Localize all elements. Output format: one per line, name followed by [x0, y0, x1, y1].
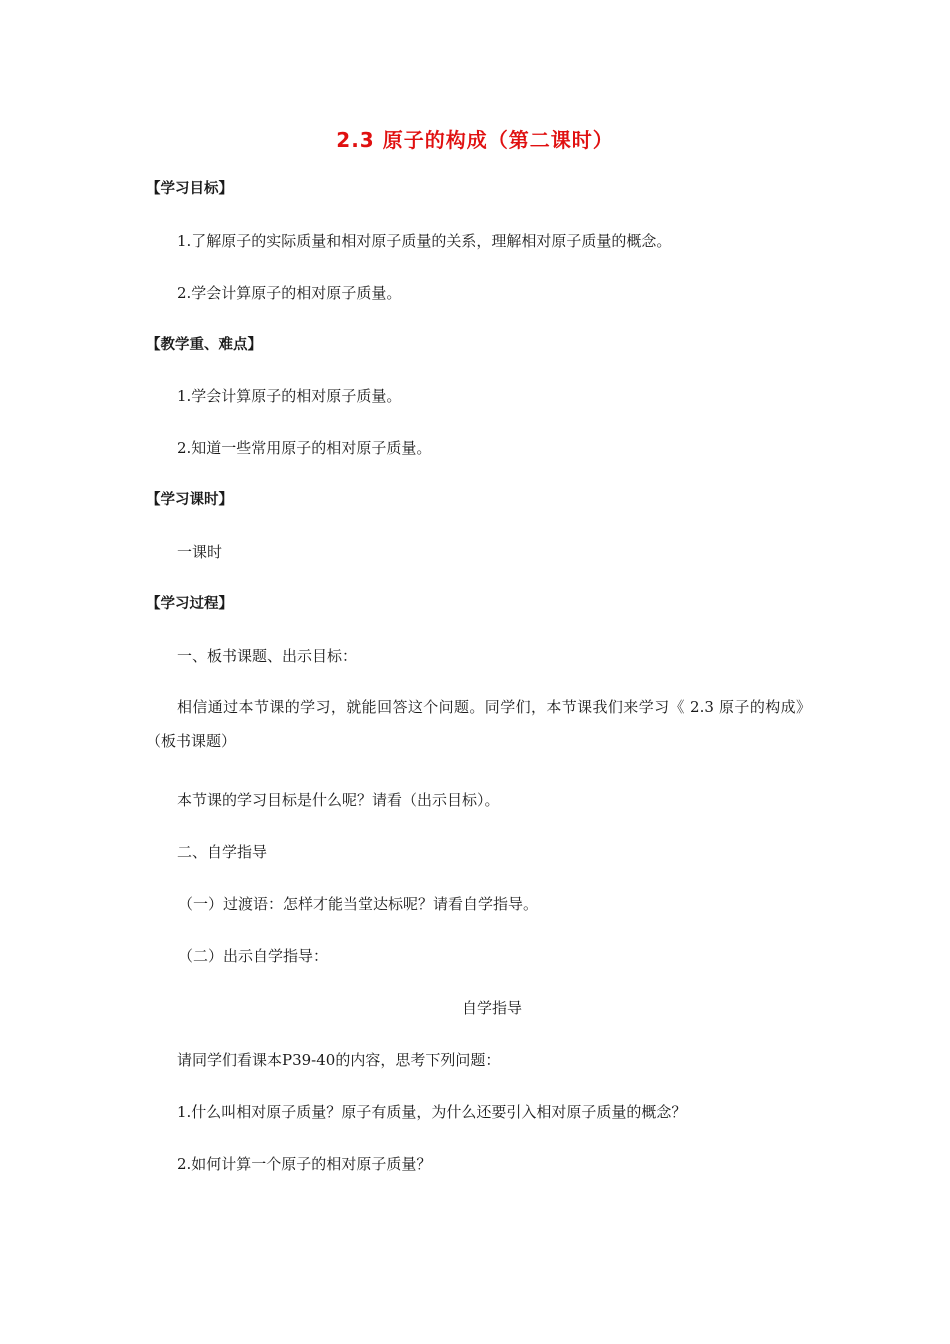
goal-question: 本节课的学习目标是什么呢？请看（出示目标）。	[177, 791, 500, 809]
objective-item-1: 1.了解原子的实际质量和相对原子质量的关系，理解相对原子质量的概念。	[177, 232, 672, 250]
objective-item-2: 2.学会计算原子的相对原子质量。	[177, 284, 402, 302]
process-heading: 【学习过程】	[146, 596, 233, 612]
periods-heading: 【学习课时】	[146, 492, 233, 508]
guide-question-1: 1.什么叫相对原子质量？原子有质量，为什么还要引入相对原子质量的概念？	[177, 1103, 687, 1121]
objectives-heading: 【学习目标】	[146, 181, 233, 197]
periods-text: 一课时	[177, 543, 223, 561]
document-title: 2.3 原子的构成（第二课时）	[336, 128, 614, 152]
process-step-2: 二、自学指导	[177, 843, 268, 861]
intro-paragraph: 相信通过本节课的学习，就能回答这个问题。同学们，本节课我们来学习《 2.3 原子的构成》（板书课题）	[146, 698, 811, 750]
process-sub-1: （一）过渡语：怎样才能当堂达标呢？请看自学指导。	[178, 895, 539, 913]
guide-title: 自学指导	[461, 999, 522, 1017]
guide-question-2: 2.如何计算一个原子的相对原子质量？	[177, 1155, 432, 1173]
process-step-1: 一、板书课题、出示目标：	[177, 647, 358, 665]
process-sub-2: （二）出示自学指导：	[178, 947, 329, 965]
guide-intro: 请同学们看课本P39-40的内容，思考下列问题：	[177, 1051, 501, 1069]
key-points-heading: 【教学重、难点】	[146, 337, 262, 353]
key-point-item-1: 1.学会计算原子的相对原子质量。	[177, 387, 402, 405]
key-point-item-2: 2.知道一些常用原子的相对原子质量。	[177, 439, 432, 457]
